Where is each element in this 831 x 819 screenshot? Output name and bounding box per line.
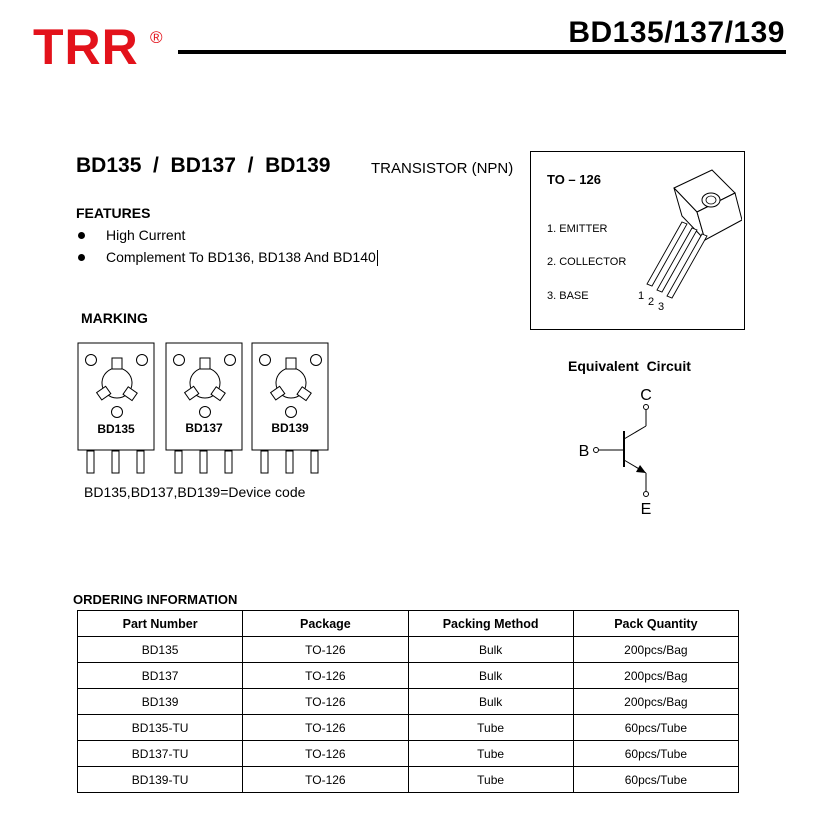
column-header-packing-method: Packing Method [408, 611, 573, 637]
pin-label-base: 3. BASE [547, 290, 589, 302]
header-rule [178, 50, 786, 54]
emitter-label: E [640, 501, 652, 518]
pin-label-emitter: 1. EMITTER [547, 223, 608, 235]
package-name: TO – 126 [547, 172, 601, 187]
product-title: BD135 / BD137 / BD139 [76, 154, 331, 177]
pin-number: 1 [638, 290, 645, 302]
product-subtitle: TRANSISTOR (NPN) [371, 160, 514, 177]
cell-package: TO-126 [243, 689, 408, 715]
table-row [78, 663, 739, 689]
device-code-note: BD135,BD137,BD139=Device code [84, 484, 306, 500]
ordering-table [77, 610, 739, 793]
feature-text: Complement To BD136, BD138 And BD140 [106, 249, 376, 265]
marking-package-bd135 [78, 343, 154, 473]
bullet-icon [78, 254, 85, 261]
to126-package-drawing [630, 160, 742, 320]
features-heading: FEATURES [76, 205, 151, 221]
pin-label-collector: 2. COLLECTOR [547, 256, 627, 268]
cell-pack-quantity: 60pcs/Tube [573, 715, 738, 741]
cell-part-number: BD137-TU [78, 741, 243, 767]
cell-package: TO-126 [243, 741, 408, 767]
pin-number: 2 [648, 296, 655, 308]
base-label: B [578, 443, 590, 460]
marking-package-bd137 [166, 343, 242, 473]
ordering-heading: ORDERING INFORMATION [73, 592, 238, 607]
pin-number: 3 [658, 301, 665, 313]
table-row [78, 741, 739, 767]
marking-package-bd139 [252, 343, 328, 473]
cell-part-number: BD135-TU [78, 715, 243, 741]
device-code-label: BD137 [185, 421, 223, 435]
cell-pack-quantity: 60pcs/Tube [573, 767, 738, 793]
column-header-pack-quantity: Pack Quantity [573, 611, 738, 637]
column-header-part-number: Part Number [78, 611, 243, 637]
cell-pack-quantity: 200pcs/Bag [573, 663, 738, 689]
cell-package: TO-126 [243, 715, 408, 741]
marking-heading: MARKING [81, 310, 148, 326]
cell-part-number: BD135 [78, 637, 243, 663]
text-cursor [377, 250, 378, 266]
cell-packing-method: Tube [408, 715, 573, 741]
cell-part-number: BD139 [78, 689, 243, 715]
equivalent-circuit-heading: Equivalent Circuit [568, 358, 691, 374]
column-header-package: Package [243, 611, 408, 637]
device-code-label: BD135 [97, 422, 135, 436]
cell-packing-method: Tube [408, 741, 573, 767]
collector-label: C [640, 387, 652, 404]
table-row [78, 767, 739, 793]
device-code-label: BD139 [271, 421, 309, 435]
cell-packing-method: Bulk [408, 663, 573, 689]
feature-item [78, 249, 378, 266]
bullet-icon [78, 232, 85, 239]
cell-package: TO-126 [243, 663, 408, 689]
cell-package: TO-126 [243, 637, 408, 663]
cell-pack-quantity: 200pcs/Bag [573, 637, 738, 663]
brand-logo: TRR [33, 19, 139, 75]
marking-drawings [76, 340, 332, 478]
cell-part-number: BD139-TU [78, 767, 243, 793]
feature-text: High Current [106, 227, 186, 243]
cell-pack-quantity: 60pcs/Tube [573, 741, 738, 767]
table-row [78, 715, 739, 741]
cell-packing-method: Tube [408, 767, 573, 793]
npn-transistor-symbol [572, 383, 672, 518]
table-header-row [78, 611, 739, 637]
table-row [78, 637, 739, 663]
registered-mark: ® [150, 28, 163, 47]
cell-package: TO-126 [243, 767, 408, 793]
document-title: BD135/137/139 [568, 16, 785, 49]
cell-pack-quantity: 200pcs/Bag [573, 689, 738, 715]
cell-packing-method: Bulk [408, 637, 573, 663]
cell-part-number: BD137 [78, 663, 243, 689]
feature-item [78, 227, 185, 243]
table-row [78, 689, 739, 715]
cell-packing-method: Bulk [408, 689, 573, 715]
